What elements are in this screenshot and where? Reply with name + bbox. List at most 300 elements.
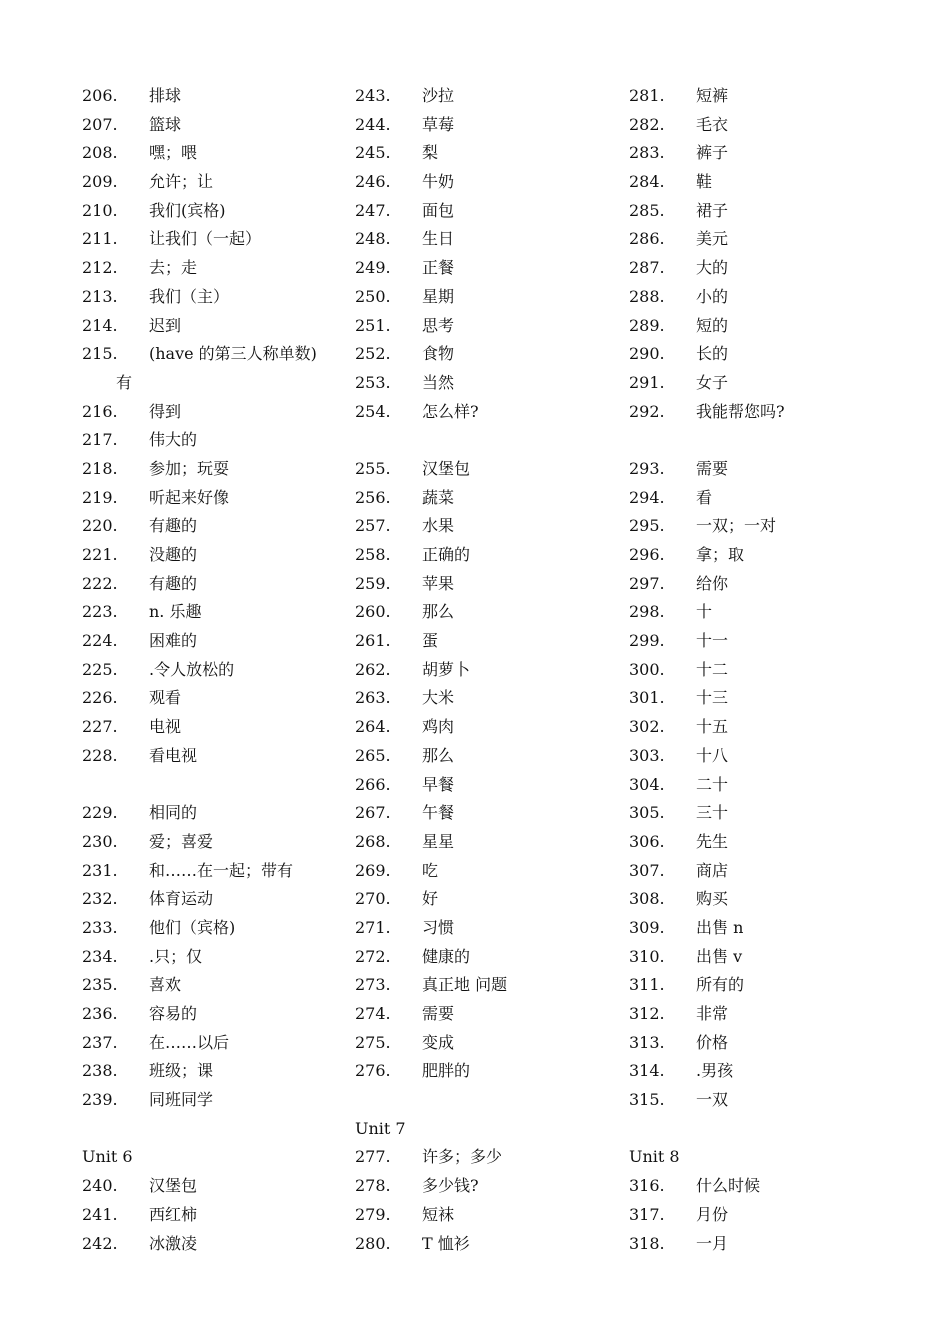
entry-meaning: .令人放松的: [149, 659, 235, 679]
entry-meaning: 参加；玩耍: [149, 458, 230, 478]
entry-number: 258.: [355, 545, 391, 564]
entry-meaning: 裤子: [696, 143, 729, 163]
vocab-entry: [82, 398, 352, 427]
vocab-entry: [629, 598, 899, 627]
entry-meaning: 肥胖的: [422, 1061, 471, 1081]
entry-number: 268.: [355, 831, 391, 851]
unit-heading: Unit 6: [82, 1147, 133, 1167]
entry-number: 247.: [355, 200, 391, 220]
entry-meaning: 女子: [696, 372, 729, 392]
entry-meaning: 所有的: [696, 975, 745, 995]
entry-meaning: 伟大的: [149, 430, 198, 450]
vocab-entry: [629, 684, 899, 713]
vocab-entry: [355, 254, 625, 283]
entry-meaning: 允许；让: [149, 172, 214, 192]
entry-number: 301.: [629, 688, 665, 708]
entry-meaning: n. 乐趣: [149, 602, 202, 622]
vocab-entry: [82, 225, 352, 254]
entry-meaning: 梨: [422, 143, 439, 163]
entry-meaning: 鸡肉: [422, 717, 455, 737]
vocab-entry: [82, 340, 352, 369]
vocab-entry: [355, 742, 625, 771]
vocab-entry: [355, 111, 625, 140]
entry-number: 271.: [355, 917, 391, 937]
vocab-entry: [629, 627, 899, 656]
entry-meaning: 沙拉: [422, 86, 455, 105]
vocab-entry: [82, 857, 352, 886]
vocab-entry: [82, 455, 352, 484]
entry-number: 315.: [629, 1090, 665, 1110]
entry-meaning: 困难的: [149, 631, 198, 651]
entry-meaning: 早餐: [422, 774, 455, 794]
entry-meaning: 水果: [422, 516, 455, 536]
entry-meaning: 价格: [696, 1032, 729, 1052]
entry-number: 224.: [82, 631, 118, 651]
entry-number: 255.: [355, 458, 391, 478]
column-1: [82, 82, 352, 1258]
entry-meaning: 十五: [696, 717, 729, 737]
entry-number: 286.: [629, 229, 665, 249]
entry-number: 210.: [82, 200, 118, 220]
entry-number: 234.: [82, 946, 118, 966]
vocab-entry: [629, 713, 899, 742]
entry-meaning: 习惯: [422, 917, 455, 937]
entry-meaning: 好: [422, 889, 439, 909]
entry-number: 310.: [629, 946, 665, 966]
entry-meaning: 需要: [696, 458, 729, 478]
entry-meaning: 星星: [422, 831, 455, 851]
entry-meaning: 长的: [696, 344, 729, 364]
vocab-entry: [355, 684, 625, 713]
entry-number: 246.: [355, 172, 391, 192]
vocab-entry: [355, 598, 625, 627]
vocab-entry: [355, 943, 625, 972]
entry-meaning: 非常: [696, 1004, 729, 1023]
entry-meaning: 健康的: [422, 946, 471, 966]
entry-number: 312.: [629, 1004, 665, 1023]
entry-number: 299.: [629, 631, 665, 651]
entry-meaning: 相同的: [149, 803, 198, 823]
entry-meaning: 商店: [696, 860, 729, 880]
entry-meaning: 一双: [696, 1090, 729, 1110]
vocab-entry: [355, 484, 625, 513]
entry-meaning: 星期: [422, 286, 455, 306]
entry-number: 248.: [355, 229, 391, 249]
vocab-entry: [629, 369, 899, 398]
vocab-entry: [629, 742, 899, 771]
entry-meaning: 爱；喜爱: [149, 831, 214, 851]
entry-number: 222.: [82, 573, 118, 593]
entry-number: 229.: [82, 803, 118, 823]
entry-meaning: 短的: [696, 315, 729, 335]
column-3: [629, 82, 899, 1258]
entry-number: 269.: [355, 860, 391, 880]
entry-number: 278.: [355, 1176, 391, 1196]
entry-meaning: 一双；一对: [696, 516, 777, 536]
entry-number: 218.: [82, 458, 118, 478]
entry-number: 257.: [355, 516, 391, 536]
vocab-entry: [629, 197, 899, 226]
entry-number: 239.: [82, 1090, 118, 1110]
entry-meaning: 短裤: [696, 86, 729, 105]
entry-number: 250.: [355, 286, 391, 306]
entry-meaning: (have 的第三人称单数): [149, 344, 317, 364]
entry-number: 251.: [355, 315, 391, 335]
entry-number: 264.: [355, 717, 391, 737]
entry-meaning: 出售 n: [696, 917, 744, 937]
entry-number: 282.: [629, 114, 665, 134]
entry-number: 318.: [629, 1233, 665, 1253]
entry-meaning: 面包: [422, 200, 455, 220]
entry-number: 294.: [629, 487, 665, 507]
entry-meaning: 我们（主）: [149, 286, 230, 306]
vocab-entry: [355, 857, 625, 886]
entry-number: 217.: [82, 430, 118, 450]
entry-number: 275.: [355, 1032, 391, 1052]
entry-number: 243.: [355, 86, 391, 105]
entry-number: 308.: [629, 889, 665, 909]
entry-number: 270.: [355, 889, 391, 909]
entry-number: 235.: [82, 975, 118, 995]
entry-meaning: 同班同学: [149, 1090, 214, 1110]
entry-meaning: 汉堡包: [422, 458, 471, 478]
vocab-entry: [82, 1086, 352, 1115]
vocab-entry: [629, 1230, 899, 1259]
entry-number: 266.: [355, 774, 391, 794]
vocab-entry: [355, 1057, 625, 1086]
vocab-entry: [355, 828, 625, 857]
vocab-entry: [82, 1201, 352, 1230]
vocab-entry: [82, 1000, 352, 1029]
vocab-entry: [82, 742, 352, 771]
vocab-entry: [355, 570, 625, 599]
entry-meaning: 喜欢: [149, 975, 182, 995]
vocab-entry: [82, 713, 352, 742]
entry-number: 241.: [82, 1204, 118, 1224]
vocab-entry: [629, 828, 899, 857]
entry-meaning: 迟到: [149, 315, 182, 335]
vocab-entry: [82, 82, 352, 111]
entry-number: 232.: [82, 889, 118, 909]
entry-number: 285.: [629, 200, 665, 220]
entry-number: 254.: [355, 401, 391, 421]
entry-number: 302.: [629, 717, 665, 737]
vocab-entry: [82, 627, 352, 656]
vocab-entry: [629, 1201, 899, 1230]
entry-meaning: 拿；取: [696, 545, 745, 564]
entry-meaning: 嘿；喂: [149, 143, 198, 163]
blank-line: [82, 1115, 352, 1144]
vocab-entry: [355, 771, 625, 800]
vocab-entry: [355, 1000, 625, 1029]
entry-number: 274.: [355, 1004, 391, 1023]
entry-number: 215.: [82, 344, 118, 364]
entry-continuation: 有: [116, 372, 133, 392]
vocab-entry: [82, 1057, 352, 1086]
entry-number: 262.: [355, 659, 391, 679]
entry-meaning: 有趣的: [149, 573, 198, 593]
vocab-entry: [629, 484, 899, 513]
vocab-entry: [82, 197, 352, 226]
entry-number: 298.: [629, 602, 665, 622]
vocab-entry: [355, 139, 625, 168]
vocab-entry: [355, 914, 625, 943]
vocab-entry: [355, 799, 625, 828]
vocab-entry: [355, 340, 625, 369]
entry-number: 295.: [629, 516, 665, 536]
entry-number: 313.: [629, 1032, 665, 1052]
vocab-entry: [82, 312, 352, 341]
entry-meaning: 吃: [422, 860, 439, 880]
entry-number: 214.: [82, 315, 118, 335]
vocab-entry: [355, 455, 625, 484]
entry-meaning: 生日: [422, 229, 455, 249]
vocab-entry: [82, 168, 352, 197]
entry-number: 300.: [629, 659, 665, 679]
entry-number: 238.: [82, 1061, 118, 1081]
entry-meaning: 蛋: [422, 631, 439, 651]
vocab-entry: [355, 225, 625, 254]
vocab-entry: [355, 197, 625, 226]
entry-number: 305.: [629, 803, 665, 823]
entry-number: 219.: [82, 487, 118, 507]
vocab-entry: [82, 885, 352, 914]
entry-number: 208.: [82, 143, 118, 163]
entry-meaning: 思考: [422, 315, 455, 335]
entry-number: 252.: [355, 344, 391, 364]
vocab-entry: [82, 943, 352, 972]
entry-number: 240.: [82, 1176, 118, 1196]
entry-meaning: 冰激凌: [149, 1233, 198, 1253]
entry-number: 283.: [629, 143, 665, 163]
entry-meaning: 真正地 问题: [422, 975, 508, 995]
vocab-entry: [355, 1230, 625, 1259]
entry-meaning: 十三: [696, 688, 729, 708]
entry-meaning: 那么: [422, 745, 455, 765]
vocab-entry: [629, 512, 899, 541]
entry-meaning: 多少钱?: [422, 1176, 479, 1196]
entry-number: 261.: [355, 631, 391, 651]
vocab-entry: [82, 598, 352, 627]
vocab-entry: [629, 943, 899, 972]
entry-number: 281.: [629, 86, 665, 105]
entry-meaning: 什么时候: [696, 1176, 761, 1196]
entry-meaning: 午餐: [422, 803, 455, 823]
vocab-entry: [82, 1230, 352, 1259]
entry-meaning: 我能帮您吗?: [696, 401, 785, 421]
entry-number: 211.: [82, 229, 118, 249]
entry-number: 265.: [355, 745, 391, 765]
entry-meaning: 短袜: [422, 1204, 455, 1224]
entry-meaning: 十八: [696, 745, 729, 765]
vocab-entry: [82, 426, 352, 455]
entry-meaning: 十二: [696, 659, 729, 679]
vocab-entry: [629, 283, 899, 312]
vocab-entry: [82, 283, 352, 312]
entry-number: 288.: [629, 286, 665, 306]
entry-number: 225.: [82, 659, 118, 679]
vocab-entry: [629, 340, 899, 369]
vocab-entry: [629, 455, 899, 484]
entry-meaning: 鞋: [696, 172, 713, 192]
blank-line: [355, 426, 625, 455]
vocab-entry: [629, 1057, 899, 1086]
entry-meaning: 看: [696, 487, 713, 507]
entry-number: 276.: [355, 1061, 391, 1081]
entry-number: 314.: [629, 1061, 665, 1081]
entry-number: 316.: [629, 1176, 665, 1196]
unit-heading: Unit 8: [629, 1147, 680, 1167]
blank-line: [629, 1115, 899, 1144]
entry-meaning: 食物: [422, 344, 455, 364]
entry-meaning: 当然: [422, 372, 455, 392]
entry-number: 304.: [629, 774, 665, 794]
blank-line: [355, 1086, 625, 1115]
entry-meaning: 容易的: [149, 1004, 198, 1023]
vocab-entry: [82, 1029, 352, 1058]
entry-meaning: 西红柿: [149, 1204, 198, 1224]
entry-number: 273.: [355, 975, 391, 995]
vocab-entry: [629, 312, 899, 341]
entry-meaning: 听起来好像: [149, 487, 230, 507]
entry-number: 256.: [355, 487, 391, 507]
entry-number: 213.: [82, 286, 118, 306]
entry-meaning: 许多；多少: [422, 1147, 503, 1167]
entry-number: 216.: [82, 401, 118, 421]
entry-meaning: .只；仅: [149, 946, 203, 966]
vocab-entry: [629, 1086, 899, 1115]
entry-meaning: 让我们（一起）: [149, 229, 262, 249]
entry-meaning: 草莓: [422, 114, 455, 134]
vocab-entry: [629, 971, 899, 1000]
blank-line: [629, 426, 899, 455]
entry-number: 236.: [82, 1004, 118, 1023]
vocab-entry: [355, 627, 625, 656]
entry-meaning: 月份: [696, 1204, 729, 1224]
vocab-entry: [355, 656, 625, 685]
vocab-entry: [82, 484, 352, 513]
vocab-entry: [629, 111, 899, 140]
column-2: [355, 82, 625, 1258]
entry-number: 221.: [82, 545, 118, 564]
entry-meaning: 他们（宾格): [149, 917, 236, 937]
vocab-entry: [355, 398, 625, 427]
vocab-entry: [629, 1029, 899, 1058]
vocab-entry: [82, 799, 352, 828]
entry-number: 267.: [355, 803, 391, 823]
entry-number: 207.: [82, 114, 118, 134]
blank-line: [82, 771, 352, 800]
entry-meaning: 电视: [149, 717, 182, 737]
vocab-entry: [355, 1029, 625, 1058]
entry-meaning: 去；走: [149, 258, 198, 278]
entry-meaning: 大的: [696, 258, 729, 278]
vocab-entry: [629, 1172, 899, 1201]
entry-meaning: .男孩: [696, 1061, 734, 1081]
entry-meaning: 二十: [696, 774, 729, 794]
entry-number: 272.: [355, 946, 391, 966]
entry-number: 259.: [355, 573, 391, 593]
entry-meaning: 毛衣: [696, 114, 729, 134]
entry-number: 220.: [82, 516, 118, 536]
entry-number: 296.: [629, 545, 665, 564]
vocab-entry: [82, 541, 352, 570]
vocab-entry: [355, 283, 625, 312]
entry-number: 277.: [355, 1147, 391, 1167]
vocab-entry: [629, 225, 899, 254]
vocab-entry: [629, 857, 899, 886]
entry-number: 293.: [629, 458, 665, 478]
entry-meaning: 体育运动: [149, 889, 214, 909]
entry-number: 245.: [355, 143, 391, 163]
entry-number: 292.: [629, 401, 665, 421]
vocab-entry: [629, 656, 899, 685]
vocab-entry: [82, 139, 352, 168]
vocab-entry: [82, 971, 352, 1000]
entry-meaning: 在……以后: [149, 1032, 230, 1052]
vocab-entry: [82, 914, 352, 943]
vocab-entry: [629, 914, 899, 943]
vocab-entry: [82, 111, 352, 140]
entry-meaning: T 恤衫: [422, 1233, 470, 1253]
entry-meaning: 有趣的: [149, 516, 198, 536]
entry-number: 290.: [629, 344, 665, 364]
entry-meaning: 排球: [149, 86, 182, 105]
vocab-entry: [82, 684, 352, 713]
entry-number: 226.: [82, 688, 118, 708]
entry-number: 289.: [629, 315, 665, 335]
entry-meaning: 那么: [422, 602, 455, 622]
entry-number: 279.: [355, 1204, 391, 1224]
vocab-entry: [355, 512, 625, 541]
entry-meaning: 美元: [696, 229, 729, 249]
vocab-entry: [629, 1000, 899, 1029]
entry-number: 260.: [355, 602, 391, 622]
vocab-entry: [629, 168, 899, 197]
entry-meaning: 一月: [696, 1233, 729, 1253]
entry-meaning: 和……在一起；带有: [149, 860, 294, 880]
vocab-entry: [82, 1172, 352, 1201]
entry-number: 287.: [629, 258, 665, 278]
vocab-entry: [629, 82, 899, 111]
vocab-entry: [629, 398, 899, 427]
vocab-entry: [629, 799, 899, 828]
vocab-entry: [82, 254, 352, 283]
entry-number: 311.: [629, 975, 665, 995]
entry-number: 280.: [355, 1233, 391, 1253]
vocab-entry: [355, 1172, 625, 1201]
entry-number: 223.: [82, 602, 118, 622]
vocab-entry: [82, 828, 352, 857]
entry-meaning: 先生: [696, 831, 729, 851]
vocab-entry: [355, 369, 625, 398]
entry-meaning: 正餐: [422, 258, 455, 278]
entry-number: 209.: [82, 172, 118, 192]
entry-meaning: 需要: [422, 1004, 455, 1023]
entry-meaning: 篮球: [149, 114, 182, 134]
entry-number: 317.: [629, 1204, 665, 1224]
vocab-entry: [355, 1201, 625, 1230]
entry-meaning: 小的: [696, 286, 729, 306]
entry-meaning: 苹果: [422, 573, 455, 593]
entry-meaning: 我们(宾格): [149, 200, 226, 220]
entry-meaning: 正确的: [422, 545, 471, 564]
entry-meaning: 变成: [422, 1032, 455, 1052]
entry-number: 227.: [82, 717, 118, 737]
entry-meaning: 怎么样?: [422, 401, 479, 421]
entry-number: 253.: [355, 372, 391, 392]
entry-number: 297.: [629, 573, 665, 593]
